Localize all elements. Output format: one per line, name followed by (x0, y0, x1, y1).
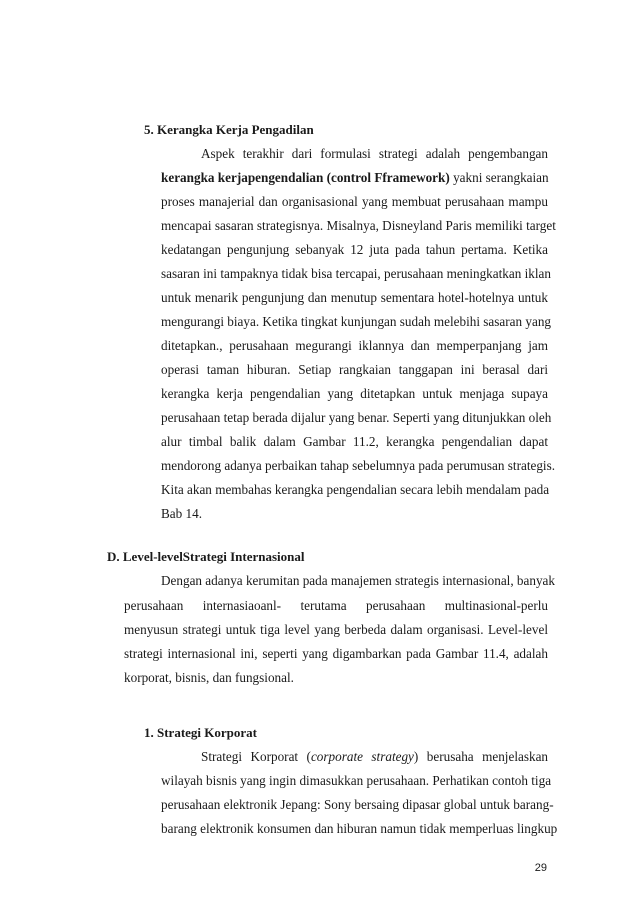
section-5-line-12: perusahaan tetap berada dijalur yang benar. Seperti yang ditunjukkan oleh (161, 410, 552, 425)
section-5-line-4: mencapai sasaran strategisnya. Misalnya, Disneyland Paris memiliki target (161, 218, 556, 233)
section-1-line-1-end: ) berusaha menjelaskan (413, 749, 549, 764)
section-5-line-6: sasaran ini tampaknya tidak bisa tercapai, perusahaan meningkatkan iklan (161, 266, 551, 281)
section-1-line-2: wilayah bisnis yang ingin dimasukkan perusahaan. Perhatikan contoh tiga (161, 773, 552, 788)
section-d-line-3: menyusun strategi untuk tiga level yang berbeda dalam organisasi. Level-level (124, 622, 548, 637)
section-5-line-3: proses manajerial dan organisasional yang membuat perusahaan mampu (161, 194, 548, 209)
section-d-title: Level-levelStrategi Internasional (122, 549, 305, 564)
section-5-line-7: untuk menarik pengunjung dan menutup sementara hotel-hotelnya untuk (161, 290, 548, 305)
section-5-number: 5. (144, 122, 154, 137)
page-number: 29 (534, 862, 547, 874)
section-1-line-3: perusahaan elektronik Jepang: Sony bersaing dipasar global untuk barang- (161, 797, 554, 812)
section-1-line-4: barang elektronik konsumen dan hiburan namun tidak memperluas lingkup (161, 821, 558, 836)
section-5-line-14: mendorong adanya perbaikan tahap sebelumnya pada perumusan strategis. (161, 458, 556, 473)
section-1-heading (144, 725, 257, 741)
section-d-line-2: perusahaan internasiaoanl- terutama perusahaan multinasional-perlu (124, 598, 548, 613)
corporate-strategy-term: corporate strategy (310, 749, 414, 764)
control-framework-term: kerangka kerjapengendalian (control Fframework) (161, 170, 450, 185)
section-d-heading (107, 549, 305, 565)
section-5-line-11: kerangka kerja pengendalian yang ditetapkan untuk menjaga supaya (161, 386, 548, 401)
section-5-heading (144, 122, 314, 138)
section-5-line-13: alur timbal balik dalam Gambar 11.2, kerangka pengendalian dapat (161, 434, 548, 449)
section-d-number: D. (107, 549, 120, 564)
section-5-line-2-rest: yakni serangkaian (449, 170, 549, 185)
section-5-line-10: operasi taman hiburan. Setiap rangkaian tanggapan ini berasal dari (161, 362, 548, 377)
section-5-line-9: ditetapkan., perusahaan megurangi iklannya dan memperpanjang jam (161, 338, 548, 353)
section-5-title: Kerangka Kerja Pengadilan (157, 122, 314, 137)
section-d-line-5: korporat, bisnis, dan fungsional. (124, 670, 294, 685)
section-5-line-1: Aspek terakhir dari formulasi strategi adalah pengembangan (201, 146, 548, 161)
section-d-line-4: strategi internasional ini, seperti yang digambarkan pada Gambar 11.4, adalah (124, 646, 548, 661)
section-d-line-1: Dengan adanya kerumitan pada manajemen strategis internasional, banyak (161, 573, 556, 588)
section-5-line-16: Bab 14. (161, 506, 203, 521)
section-5-line-2 (161, 170, 548, 186)
section-5-line-15: Kita akan membahas kerangka pengendalian secara lebih mendalam pada (161, 482, 550, 497)
section-1-line-1-start: Strategi Korporat ( (201, 749, 311, 764)
section-1-number: 1. (144, 725, 154, 740)
section-1-line-1 (201, 749, 548, 765)
section-5-line-8: mengurangi biaya. Ketika tingkat kunjungan sudah melebihi sasaran yang (161, 314, 552, 329)
section-5-line-5: kedatangan pengunjung sebanyak 12 juta pada tahun pertama. Ketika (161, 242, 548, 257)
section-1-title: Strategi Korporat (157, 725, 258, 740)
